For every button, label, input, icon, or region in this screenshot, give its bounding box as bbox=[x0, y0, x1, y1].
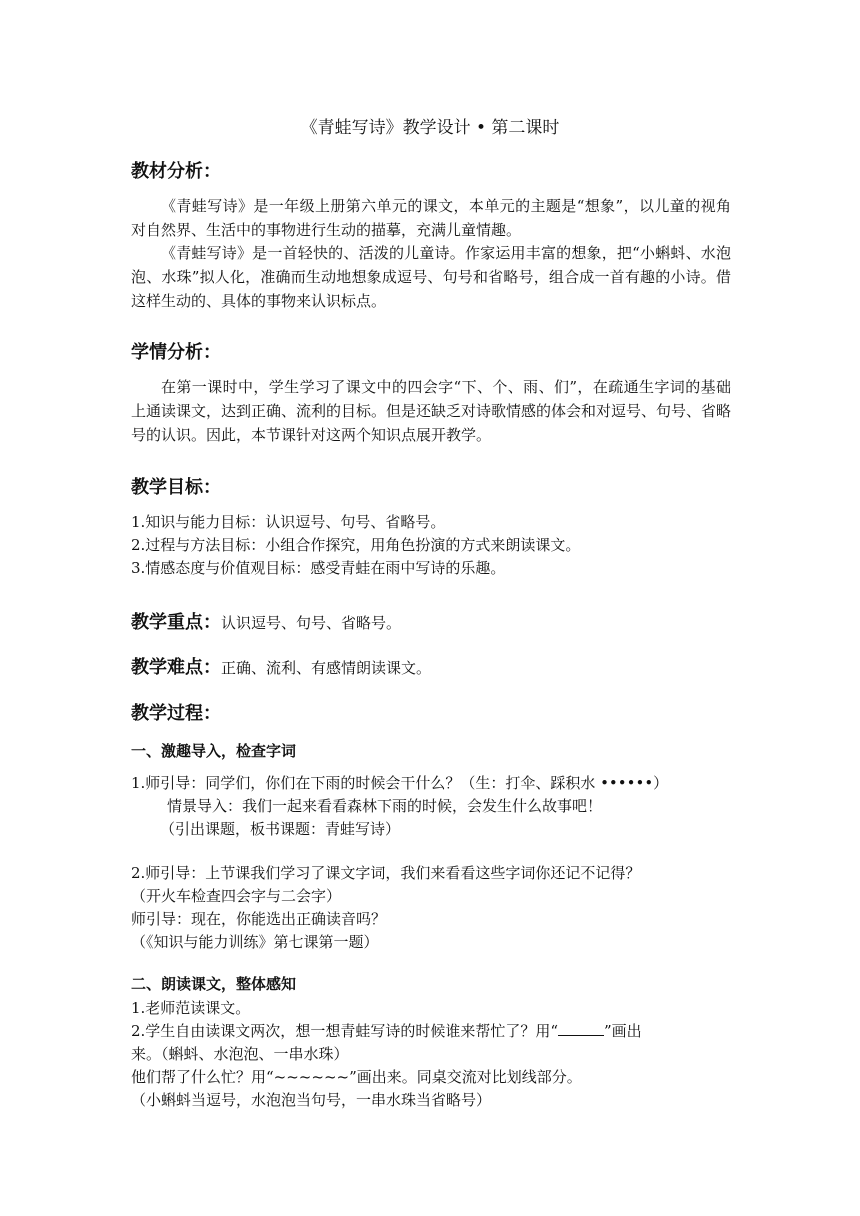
process-heading: 教学过程： bbox=[131, 703, 221, 724]
document-title: 《青蛙写诗》教学设计 • 第二课时 bbox=[300, 118, 560, 138]
section-1-line: 1.师引导：同学们，你们在下雨的时候会干什么？（生：打伞、踩积水 ••••••） bbox=[131, 774, 669, 792]
materials-paragraph-1: 《青蛙写诗》是一年级上册第六单元的课文，本单元的主题是“想象”，以儿童的视角对自然界、生活中的事物进行生动的描摹，充满儿童情趣。 bbox=[131, 197, 731, 239]
section-1-line: （开火车检查四会字与二会字） bbox=[131, 887, 342, 905]
goal-item: 3.情感态度与价值观目标：感受青蛙在雨中写诗的乐趣。 bbox=[131, 559, 506, 577]
section-2-line bbox=[131, 1019, 642, 1043]
key-points-heading: 教学重点： bbox=[131, 612, 221, 633]
difficulties-text: 正确、流利、有感情朗读课文。 bbox=[221, 659, 432, 677]
section-2-line: （小蝌蚪当逗号，水泡泡当句号，一串水珠当省略号） bbox=[131, 1091, 492, 1109]
key-points-text: 认识逗号、句号、省略号。 bbox=[221, 614, 402, 632]
section-1-line: （《知识与能力训练》第七课第一题） bbox=[131, 933, 379, 951]
section-2-line: 来。（蝌蚪、水泡泡、一串水珠） bbox=[131, 1045, 349, 1063]
difficulties-heading: 教学难点： bbox=[131, 657, 221, 678]
materials-paragraph-2: 《青蛙写诗》是一首轻快的、活泼的儿童诗。作家运用丰富的想象，把“小蝌蚪、水泡泡、水珠”拟人化，准确而生动地想象成逗号、句号和省略号，组合成一首有趣的小诗。借这样生动的、具体的事物来认识标点。 bbox=[131, 244, 731, 310]
goal-item: 2.过程与方法目标：小组合作探究，用角色扮演的方式来朗读课文。 bbox=[131, 536, 581, 554]
section-1-line: （引出课题，板书课题：青蛙写诗） bbox=[160, 820, 401, 838]
materials-heading: 教材分析： bbox=[131, 161, 221, 182]
difficulties-row bbox=[131, 656, 431, 680]
goal-item: 1.知识与能力目标：认识逗号、句号、省略号。 bbox=[131, 513, 446, 531]
students-paragraph: 在第一课时中，学生学习了课文中的四会字“下、个、雨、们”，在疏通生字词的基础上通读课文，达到正确、流利的目标。但是还缺乏对诗歌情感的体会和对逗号、句号、省略号的认识。因此，本节课针对这两个知识点展开教学。 bbox=[131, 378, 732, 444]
goals-heading: 教学目标： bbox=[131, 477, 221, 498]
key-points-row bbox=[131, 611, 401, 635]
section-2-line-part: ”画出 bbox=[603, 1022, 642, 1040]
underline-blank bbox=[558, 1021, 604, 1036]
section-1-line: 情景导入：我们一起来看看森林下雨的时候，会发生什么故事吧！ bbox=[167, 797, 603, 815]
students-heading: 学情分析： bbox=[131, 342, 221, 363]
section-1-line: 2.师引导：上节课我们学习了课文字词，我们来看看这些字词你还记不记得？ bbox=[131, 864, 641, 882]
section-1-title: 一、激趣导入，检查字词 bbox=[131, 742, 297, 760]
section-2-title: 二、朗读课文，整体感知 bbox=[131, 975, 297, 993]
section-2-line: 他们帮了什么忙？用“~~~~~~”画出来。同桌交流对比划线部分。 bbox=[131, 1068, 582, 1086]
section-2-line-part: 2.学生自由读课文两次，想一想青蛙写诗的时候谁来帮忙了？用“ bbox=[131, 1022, 558, 1040]
section-2-line: 1.老师范读课文。 bbox=[131, 999, 251, 1017]
section-1-line: 师引导：现在，你能选出正确读音吗？ bbox=[131, 910, 387, 928]
